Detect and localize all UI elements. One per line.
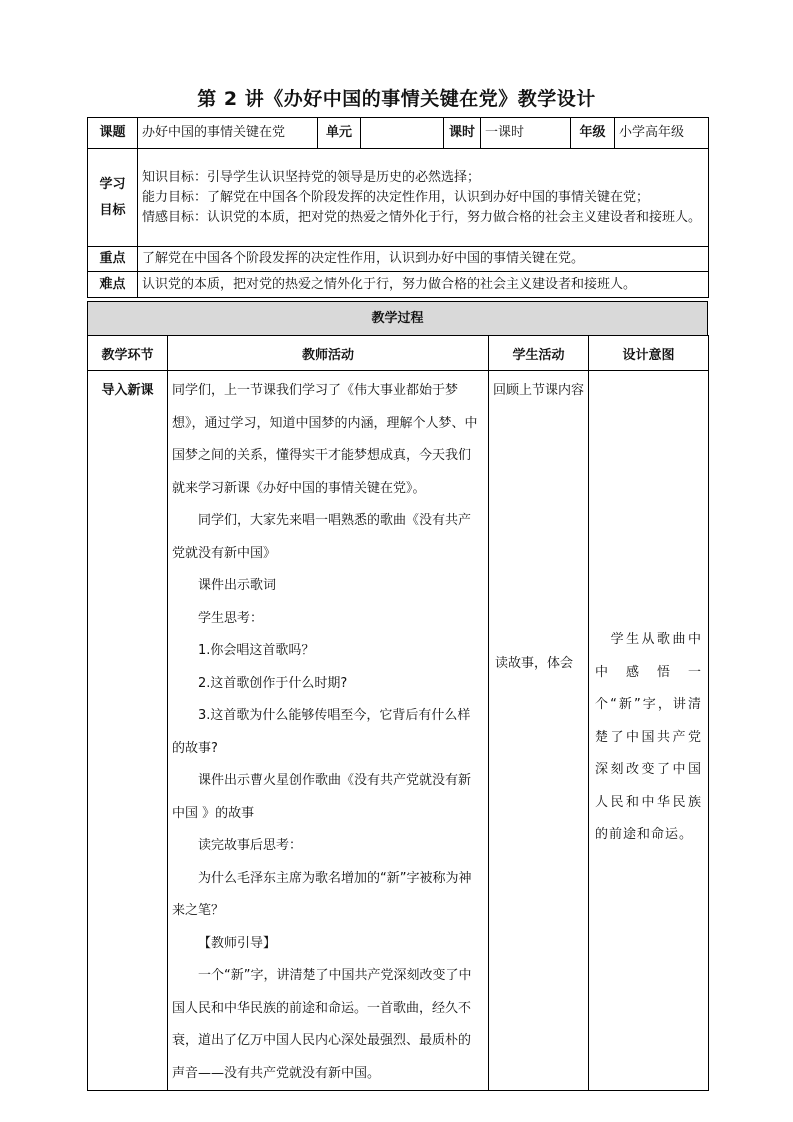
- teacher-question: 3.这首歌为什么能够传唱至今，它背后有什么样的故事?: [172, 708, 471, 756]
- key-point-text: 了解党在中国各个阶段发挥的决定性作用，认识到办好中国的事情关键在党。: [138, 247, 709, 272]
- header-design: 设计意图: [589, 336, 709, 371]
- header-teacher: 教师活动: [168, 336, 489, 371]
- objectives-content: [138, 149, 709, 247]
- teacher-guide-heading: 【教师引导】: [198, 935, 277, 951]
- teacher-paragraph: 一个“新”字，讲清楚了中国共产党深刻改变了中国人民和中华民族的前途和命运。一首歌曲，经久不衰，道出了亿万中国人民内心深处最强烈、最质朴的声音——没有共产党就没有新中国。: [172, 968, 472, 1081]
- info-table: [87, 117, 709, 298]
- header-student: 学生活动: [489, 336, 589, 371]
- grade-value: 小学高年级: [615, 118, 709, 149]
- stage-cell: 导入新课: [88, 371, 168, 1091]
- hours-label: 课时: [444, 118, 481, 149]
- teacher-paragraph: 为什么毛泽东主席为歌名增加的“新”字被称为神来之笔？: [172, 870, 472, 918]
- teacher-question: 2.这首歌创作于什么时期?: [198, 675, 348, 691]
- key-point-label: 重点: [88, 247, 138, 272]
- section-title: 教学过程: [87, 301, 708, 336]
- page-title: 第 2 讲《办好中国的事情关键在党》教学设计: [197, 88, 596, 110]
- teacher-activity: [168, 371, 489, 1091]
- student-activity: [489, 371, 589, 1091]
- objectives-label-text: 学习目标: [99, 176, 126, 218]
- teacher-paragraph: 同学们，上一节课我们学习了《伟大事业都始于梦想》，通过学习，知道中国梦的内涵，理解个人梦、中国梦之间的关系，懂得实干才能梦想成真，今天我们就来学习新课《办好中国的事情关键在党》。: [172, 383, 478, 496]
- teacher-paragraph: 同学们，大家先来唱一唱熟悉的歌曲《没有共产党就没有新中国》: [172, 513, 472, 561]
- topic-value: 办好中国的事情关键在党: [138, 118, 318, 149]
- unit-value: [361, 118, 444, 149]
- student-activity-review: 回顾上节课内容: [493, 383, 585, 398]
- design-intent: [589, 371, 709, 1091]
- unit-label: 单元: [318, 118, 361, 149]
- teacher-paragraph: 学生思考：: [198, 610, 264, 626]
- topic-label: 课题: [88, 118, 138, 149]
- objective-knowledge: 知识目标：引导学生认识坚持党的领导是历史的必然选择；: [142, 169, 481, 185]
- teacher-paragraph: 课件出示曹火星创作歌曲《没有共产党就没有新中国 》的故事: [172, 773, 472, 821]
- header-stage: 教学环节: [88, 336, 168, 371]
- difficulty-text: 认识党的本质，把对党的热爱之情外化于行，努力做合格的社会主义建设者和接班人。: [138, 272, 709, 298]
- teacher-question: 1.你会唱这首歌吗？: [198, 643, 315, 658]
- process-table: [87, 335, 709, 1091]
- objective-emotion: 情感目标：认识党的本质，把对党的热爱之情外化于行，努力做合格的社会主义建设者和接班人。: [142, 209, 702, 225]
- objective-ability: 能力目标：了解党在中国各个阶段发挥的决定性作用，认识到办好中国的事情关键在党；: [142, 189, 650, 205]
- teacher-paragraph: 读完故事后思考：: [198, 838, 303, 853]
- objectives-label: [88, 149, 138, 247]
- hours-value: 一课时: [481, 118, 571, 149]
- grade-label: 年级: [571, 118, 615, 149]
- teacher-paragraph: 课件出示歌词: [198, 578, 277, 593]
- design-intent-text: 学生从歌曲中中感悟一个“新”字，讲清楚了中国共产党深刻改变了中国人民和中华民族的前途和命运。: [595, 632, 702, 842]
- student-activity-story: 读故事，体会: [495, 656, 574, 671]
- difficulty-label: 难点: [88, 272, 138, 298]
